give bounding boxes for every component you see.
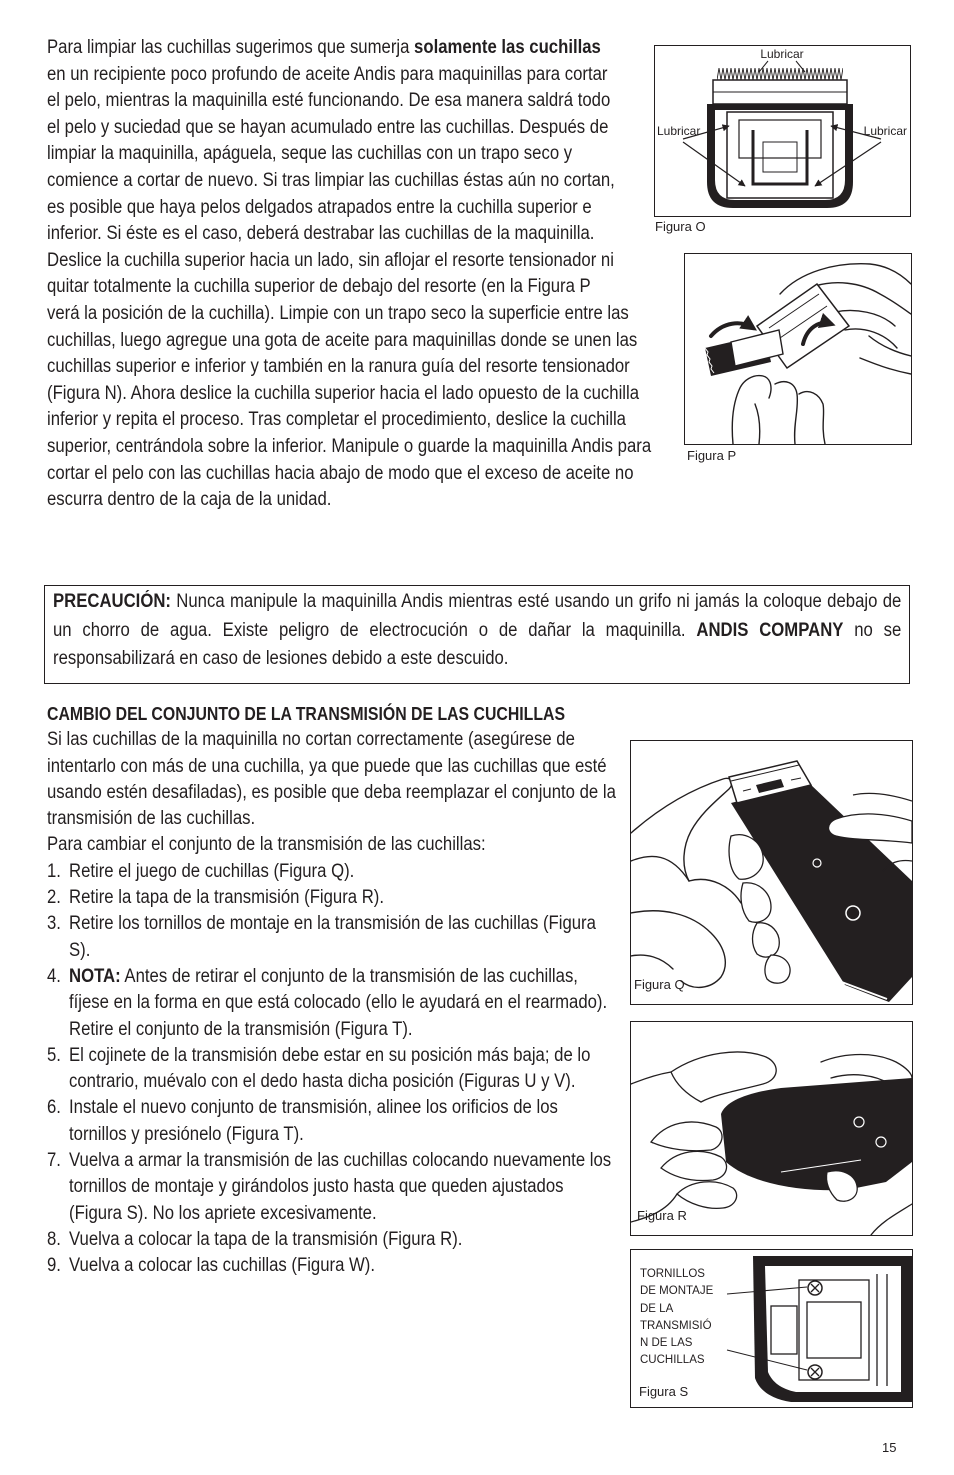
step-text: Antes de retirar el conjunto de la transmisión de las cuchillas, fíjese en la forma en que está colocado (ello le ayudará en el rearmado). Retire el conjunto de la transmisión (Figura T). bbox=[69, 965, 608, 1040]
figure-s-caption: Figura S bbox=[639, 1384, 689, 1399]
caution-box bbox=[44, 585, 910, 684]
blade-removal-illustration bbox=[631, 741, 912, 1004]
section-intro: Si las cuchillas de la maquinilla no cortan correctamente (asegúrese de intentarlo con más de una cuchilla, ya que puede que las cuchillas que esté usando estén desafiladas), es posible que deba reemplazar el conjunto de la transmisión de las cuchillas. bbox=[47, 729, 616, 830]
figure-p-caption: Figura P bbox=[687, 448, 737, 463]
mounting-screws-label bbox=[640, 1266, 713, 1370]
caution-body: Nunca manipule la maquinilla Andis mientras esté usando un grifo ni jamás la coloque debajo de un chorro de agua. Existe peligro de electrocución o de dañar la maquinilla. bbox=[53, 591, 902, 641]
lower-hand bbox=[732, 376, 825, 444]
step-number: 1. bbox=[47, 860, 61, 882]
label-line: TORNILLOS bbox=[640, 1268, 705, 1280]
step-item bbox=[47, 885, 617, 911]
step-item bbox=[47, 1227, 617, 1253]
step-number: 7. bbox=[47, 1150, 61, 1172]
step-number: 3. bbox=[47, 913, 61, 935]
figure-o-caption: Figura O bbox=[655, 219, 706, 234]
figure-q bbox=[630, 740, 913, 1005]
step-number: 5. bbox=[47, 1044, 61, 1066]
figure-q-caption: Figura Q bbox=[634, 977, 685, 992]
steps-intro: Para cambiar el conjunto de la transmisión de las cuchillas: bbox=[47, 834, 486, 856]
label-line: N DE LAS bbox=[640, 1337, 693, 1350]
intro-emphasis: solamente las cuchillas bbox=[414, 37, 601, 58]
label-line: DE LA bbox=[640, 1302, 674, 1315]
company-name: ANDIS COMPANY bbox=[696, 619, 844, 641]
label-line: DE MONTAJE bbox=[640, 1285, 714, 1298]
blade-set bbox=[705, 330, 783, 376]
step-text: Retire los tornillos de montaje en la transmisión de las cuchillas (Figura S). bbox=[69, 913, 596, 961]
page-number: 15 bbox=[882, 1440, 897, 1455]
intro-text-rest: en un recipiente poco profundo de aceite Andis para maquinillas para cortar el pelo, mientras la maquinilla esté funcionando. De esa manera saldrá todo el pelo y suciedad que se hayan acumulado entre las cuchillas. Después de limpiar la maquinilla, apáguela, seque las cuchillas con un trapo seco y comience a cortar de nuevo. Si tras limpiar las cuchillas éstas aún no cortan, es posible que haya pelos delgados atrapados entre la cuchilla superior e inferior. Si éste es el caso, deberá destrabar las cuchillas de la maquinilla. Deslice la cuchilla superior hacia un lado, sin aflojar el resorte tensionador ni quitar totalmente la cuchilla superior de debajo del resorte (en la Figura P verá la posición de la cuchilla). Limpie con un trapo seco la superficie entre las cuchillas, luego agregue una gota de aceite para maquinillas donde se unen las cuchillas superior e inferior y también en la ranura guía del resorte tensionador (Figura N). Ahora deslice la cuchilla superior hacia el lado opuesto de la cuchilla inferior y repita el proceso. Tras completar el procedimiento, deslice la cuchilla superior, centrándola sobre la inferior. Manipule o guarde la maquinilla Andis para cortar el pelo con las cuchillas hacia abajo de modo que el exceso de aceite no escurra dentro de la caja de la unidad. bbox=[47, 63, 652, 511]
left-hand bbox=[631, 778, 741, 987]
clipper-body bbox=[721, 1078, 912, 1190]
step-item bbox=[47, 859, 617, 885]
step-item bbox=[47, 1095, 617, 1148]
step-item bbox=[47, 964, 617, 1043]
step-text: Instale el nuevo conjunto de transmisión, alinee los orificios de los tornillos y presiónelo (Figura T). bbox=[69, 1097, 558, 1145]
step-text: Retire la tapa de la transmisión (Figura R). bbox=[69, 887, 385, 909]
step-text: Vuelva a armar la transmisión de las cuchillas colocando nuevamente los tornillos de montaje y girándolos justo hasta que queden ajustados (Figura S). No los apriete excesivamente. bbox=[69, 1150, 612, 1224]
step-item bbox=[47, 1148, 617, 1227]
figure-p bbox=[684, 253, 912, 445]
caution-text bbox=[53, 588, 901, 674]
step-number: 4. bbox=[47, 965, 61, 987]
lubricate-label-left: Lubricar bbox=[657, 124, 701, 138]
caution-label: PRECAUCIÓN: bbox=[53, 591, 171, 612]
step-text: El cojinete de la transmisión debe estar en su posición más baja; de lo contrario, muévalo con el dedo hasta dicha posición (Figuras U y V). bbox=[69, 1044, 591, 1093]
figure-r bbox=[630, 1021, 913, 1236]
label-line: CUCHILLAS bbox=[640, 1354, 705, 1367]
step-text: Vuelva a colocar la tapa de la transmisión (Figura R). bbox=[69, 1228, 463, 1250]
lubricate-label-right: Lubricar bbox=[863, 124, 907, 138]
figure-r-caption: Figura R bbox=[637, 1208, 687, 1223]
mounting-screw-top bbox=[808, 1281, 822, 1295]
step-item bbox=[47, 1253, 617, 1279]
step-item bbox=[47, 1043, 617, 1096]
stationary-blade-comb bbox=[713, 68, 847, 104]
lubricate-label-top: Lubricar bbox=[760, 47, 804, 61]
step-number: 8. bbox=[47, 1228, 61, 1250]
step-text: Retire el juego de cuchillas (Figura Q). bbox=[69, 860, 355, 882]
step-number: 2. bbox=[47, 887, 61, 909]
intro-text-start: Para limpiar las cuchillas sugerimos que sumerja bbox=[47, 37, 415, 58]
figure-s bbox=[630, 1249, 913, 1408]
label-line: TRANSMISIÓ bbox=[640, 1319, 712, 1332]
note-label: NOTA: bbox=[69, 965, 121, 987]
figure-o bbox=[654, 45, 911, 217]
mounting-screw-bottom bbox=[808, 1365, 822, 1379]
step-text: Vuelva a colocar las cuchillas (Figura W). bbox=[69, 1255, 376, 1277]
drive-replacement-section bbox=[47, 701, 617, 1280]
blade-sliding-illustration bbox=[685, 254, 911, 444]
step-number: 6. bbox=[47, 1097, 61, 1119]
step-number: 9. bbox=[47, 1255, 61, 1277]
step-item bbox=[47, 911, 617, 964]
drive-cover-removal-illustration bbox=[631, 1022, 912, 1235]
section-heading: CAMBIO DEL CONJUNTO DE LA TRANSMISIÓN DE LAS CUCHILLAS bbox=[47, 704, 566, 724]
caution-body-end: no se responsabilizará en caso de lesiones debido a este descuido. bbox=[53, 619, 902, 669]
blade-lubrication-diagram bbox=[655, 46, 910, 216]
